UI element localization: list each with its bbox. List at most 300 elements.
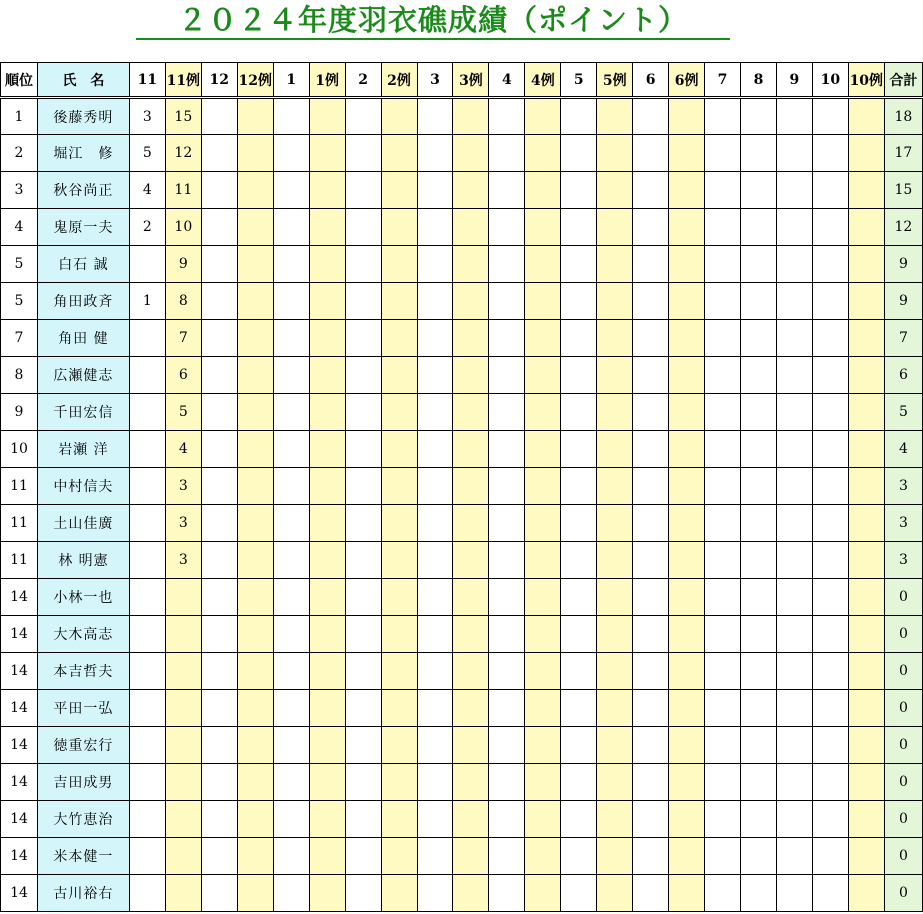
score-cell	[525, 542, 561, 579]
score-cell	[561, 875, 597, 912]
score-cell	[669, 431, 705, 468]
header-col-1: 1	[273, 63, 309, 98]
score-cell	[633, 246, 669, 283]
score-cell	[453, 246, 489, 283]
score-cell	[848, 764, 884, 801]
score-cell	[237, 394, 273, 431]
score-cell	[705, 801, 741, 838]
name-cell: 徳重宏行	[37, 727, 129, 764]
score-cell	[741, 838, 777, 875]
score-cell	[848, 616, 884, 653]
score-cell	[381, 209, 417, 246]
score-cell	[453, 172, 489, 209]
score-11-cell	[129, 616, 165, 653]
score-11-cell	[129, 653, 165, 690]
score-cell	[273, 801, 309, 838]
score-cell	[273, 764, 309, 801]
table-row	[1, 653, 923, 690]
score-11-example-cell: 4	[165, 431, 201, 468]
table-row	[1, 394, 923, 431]
score-cell	[776, 246, 812, 283]
score-cell	[705, 875, 741, 912]
total-cell: 18	[884, 98, 922, 135]
rank-cell: 14	[1, 653, 38, 690]
score-cell	[705, 468, 741, 505]
score-cell	[237, 357, 273, 394]
score-cell	[273, 838, 309, 875]
score-cell	[525, 690, 561, 727]
score-cell	[812, 98, 848, 135]
score-cell	[489, 246, 525, 283]
score-cell	[597, 357, 633, 394]
score-cell	[345, 838, 381, 875]
header-col-8: 8	[741, 63, 777, 98]
header-col-11-example: 11例	[165, 63, 201, 98]
rank-cell: 7	[1, 320, 38, 357]
score-cell	[633, 838, 669, 875]
score-cell	[525, 764, 561, 801]
score-cell	[273, 727, 309, 764]
score-cell	[812, 246, 848, 283]
score-cell	[597, 283, 633, 320]
score-cell	[633, 320, 669, 357]
score-cell	[345, 246, 381, 283]
score-cell	[776, 542, 812, 579]
score-cell	[345, 135, 381, 172]
score-11-cell	[129, 246, 165, 283]
score-cell	[776, 98, 812, 135]
score-cell	[453, 320, 489, 357]
score-cell	[237, 209, 273, 246]
score-cell	[381, 727, 417, 764]
score-cell	[273, 283, 309, 320]
score-cell	[309, 98, 345, 135]
score-cell	[309, 727, 345, 764]
score-cell	[381, 135, 417, 172]
score-cell	[597, 653, 633, 690]
score-cell	[453, 727, 489, 764]
score-11-cell	[129, 357, 165, 394]
score-cell	[381, 172, 417, 209]
score-cell	[417, 542, 453, 579]
score-cell	[201, 394, 237, 431]
score-cell	[561, 690, 597, 727]
score-cell	[669, 542, 705, 579]
header-col-10: 10	[812, 63, 848, 98]
score-cell	[345, 616, 381, 653]
score-cell	[417, 320, 453, 357]
standings-table	[0, 62, 923, 912]
score-cell	[705, 394, 741, 431]
score-cell	[812, 431, 848, 468]
score-cell	[345, 394, 381, 431]
score-cell	[309, 468, 345, 505]
score-cell	[669, 98, 705, 135]
score-cell	[309, 616, 345, 653]
score-cell	[201, 579, 237, 616]
score-11-example-cell	[165, 875, 201, 912]
score-cell	[237, 764, 273, 801]
score-cell	[812, 542, 848, 579]
rank-cell: 14	[1, 875, 38, 912]
score-cell	[417, 357, 453, 394]
score-cell	[705, 838, 741, 875]
score-cell	[417, 505, 453, 542]
name-cell: 古川裕右	[37, 875, 129, 912]
score-cell	[633, 727, 669, 764]
score-cell	[345, 875, 381, 912]
score-11-cell	[129, 690, 165, 727]
score-cell	[669, 209, 705, 246]
total-cell: 12	[884, 209, 922, 246]
score-cell	[273, 579, 309, 616]
score-cell	[381, 542, 417, 579]
score-cell	[381, 653, 417, 690]
score-cell	[741, 172, 777, 209]
score-cell	[812, 172, 848, 209]
score-cell	[776, 875, 812, 912]
score-cell	[812, 357, 848, 394]
score-cell	[597, 505, 633, 542]
score-cell	[489, 653, 525, 690]
score-cell	[741, 135, 777, 172]
score-cell	[561, 209, 597, 246]
score-cell	[669, 690, 705, 727]
score-cell	[669, 468, 705, 505]
score-cell	[669, 246, 705, 283]
score-cell	[741, 616, 777, 653]
score-cell	[273, 468, 309, 505]
header-total: 合計	[884, 63, 922, 98]
score-cell	[309, 505, 345, 542]
score-cell	[525, 653, 561, 690]
score-cell	[309, 875, 345, 912]
score-cell	[237, 320, 273, 357]
score-cell	[848, 727, 884, 764]
score-cell	[669, 579, 705, 616]
score-cell	[453, 801, 489, 838]
score-cell	[848, 801, 884, 838]
score-cell	[561, 838, 597, 875]
score-cell	[201, 690, 237, 727]
score-cell	[705, 616, 741, 653]
score-cell	[597, 690, 633, 727]
score-cell	[776, 801, 812, 838]
score-cell	[453, 875, 489, 912]
score-cell	[273, 505, 309, 542]
header-col-7: 7	[705, 63, 741, 98]
score-cell	[525, 801, 561, 838]
score-cell	[453, 690, 489, 727]
total-cell: 3	[884, 505, 922, 542]
score-cell	[597, 468, 633, 505]
score-11-cell: 5	[129, 135, 165, 172]
score-cell	[417, 616, 453, 653]
score-cell	[309, 431, 345, 468]
score-cell	[525, 505, 561, 542]
score-cell	[489, 357, 525, 394]
score-cell	[489, 875, 525, 912]
rank-cell: 10	[1, 431, 38, 468]
score-cell	[453, 653, 489, 690]
score-cell	[848, 542, 884, 579]
score-cell	[776, 653, 812, 690]
score-11-cell	[129, 431, 165, 468]
score-cell	[453, 505, 489, 542]
score-cell	[776, 135, 812, 172]
score-cell	[237, 838, 273, 875]
score-cell	[597, 875, 633, 912]
score-cell	[453, 209, 489, 246]
score-cell	[525, 320, 561, 357]
score-cell	[741, 505, 777, 542]
score-cell	[489, 394, 525, 431]
rank-cell: 8	[1, 357, 38, 394]
score-cell	[812, 209, 848, 246]
score-cell	[812, 653, 848, 690]
score-cell	[561, 246, 597, 283]
score-cell	[848, 98, 884, 135]
name-cell: 大木高志	[37, 616, 129, 653]
total-cell: 3	[884, 468, 922, 505]
score-cell	[597, 764, 633, 801]
score-cell	[705, 505, 741, 542]
score-cell	[489, 801, 525, 838]
score-11-cell	[129, 838, 165, 875]
score-cell	[705, 98, 741, 135]
score-cell	[453, 579, 489, 616]
score-cell	[848, 320, 884, 357]
table-row	[1, 98, 923, 135]
score-11-example-cell	[165, 838, 201, 875]
score-cell	[812, 505, 848, 542]
score-cell	[633, 394, 669, 431]
score-cell	[705, 690, 741, 727]
score-cell	[848, 653, 884, 690]
header-col-3-example: 3例	[453, 63, 489, 98]
score-cell	[812, 764, 848, 801]
name-cell: 米本健一	[37, 838, 129, 875]
score-cell	[776, 209, 812, 246]
score-cell	[525, 875, 561, 912]
score-cell	[705, 727, 741, 764]
table-row	[1, 320, 923, 357]
score-cell	[633, 98, 669, 135]
name-cell: 岩瀬 洋	[37, 431, 129, 468]
score-11-example-cell: 5	[165, 394, 201, 431]
score-cell	[669, 727, 705, 764]
score-cell	[741, 431, 777, 468]
score-cell	[741, 875, 777, 912]
table-row	[1, 246, 923, 283]
score-cell	[489, 320, 525, 357]
score-cell	[597, 135, 633, 172]
score-cell	[633, 431, 669, 468]
score-cell	[561, 727, 597, 764]
score-cell	[309, 690, 345, 727]
score-cell	[453, 394, 489, 431]
score-cell	[561, 468, 597, 505]
score-cell	[633, 875, 669, 912]
score-cell	[561, 172, 597, 209]
score-cell	[237, 801, 273, 838]
table-row	[1, 542, 923, 579]
name-cell: 小林一也	[37, 579, 129, 616]
score-cell	[597, 801, 633, 838]
score-cell	[741, 579, 777, 616]
score-cell	[417, 468, 453, 505]
score-cell	[417, 764, 453, 801]
total-cell: 4	[884, 431, 922, 468]
score-11-example-cell	[165, 727, 201, 764]
header-col-1-example: 1例	[309, 63, 345, 98]
total-cell: 0	[884, 690, 922, 727]
score-cell	[705, 357, 741, 394]
score-cell	[633, 505, 669, 542]
score-cell	[776, 727, 812, 764]
rank-cell: 14	[1, 616, 38, 653]
rank-cell: 5	[1, 283, 38, 320]
header-row	[1, 63, 923, 98]
score-cell	[848, 394, 884, 431]
total-cell: 17	[884, 135, 922, 172]
score-cell	[597, 616, 633, 653]
rank-cell: 4	[1, 209, 38, 246]
rank-cell: 11	[1, 468, 38, 505]
score-cell	[453, 283, 489, 320]
score-cell	[525, 246, 561, 283]
score-cell	[776, 320, 812, 357]
score-cell	[453, 135, 489, 172]
score-11-cell	[129, 468, 165, 505]
score-cell	[453, 468, 489, 505]
score-cell	[741, 468, 777, 505]
score-cell	[633, 209, 669, 246]
score-cell	[776, 690, 812, 727]
score-cell	[381, 431, 417, 468]
score-cell	[848, 209, 884, 246]
total-cell: 3	[884, 542, 922, 579]
score-cell	[273, 875, 309, 912]
score-cell	[525, 135, 561, 172]
score-cell	[417, 727, 453, 764]
score-cell	[669, 838, 705, 875]
score-cell	[237, 727, 273, 764]
score-cell	[273, 172, 309, 209]
rank-cell: 14	[1, 579, 38, 616]
score-cell	[237, 283, 273, 320]
score-cell	[669, 616, 705, 653]
score-cell	[417, 653, 453, 690]
score-cell	[776, 357, 812, 394]
score-cell	[201, 172, 237, 209]
score-cell	[669, 875, 705, 912]
score-cell	[453, 838, 489, 875]
score-cell	[237, 431, 273, 468]
score-cell	[201, 542, 237, 579]
header-col-5-example: 5例	[597, 63, 633, 98]
score-11-example-cell: 3	[165, 468, 201, 505]
table-row	[1, 875, 923, 912]
score-cell	[741, 542, 777, 579]
score-cell	[381, 468, 417, 505]
score-cell	[453, 357, 489, 394]
score-cell	[417, 98, 453, 135]
score-11-example-cell	[165, 690, 201, 727]
header-col-9: 9	[776, 63, 812, 98]
score-cell	[345, 209, 381, 246]
score-cell	[309, 653, 345, 690]
score-cell	[381, 875, 417, 912]
score-cell	[417, 875, 453, 912]
score-11-example-cell: 6	[165, 357, 201, 394]
score-cell	[309, 579, 345, 616]
header-col-10-example: 10例	[848, 63, 884, 98]
score-cell	[381, 616, 417, 653]
header-col-4: 4	[489, 63, 525, 98]
score-11-example-cell: 15	[165, 98, 201, 135]
score-cell	[776, 468, 812, 505]
score-11-cell	[129, 505, 165, 542]
score-cell	[309, 394, 345, 431]
name-cell: 鬼原一夫	[37, 209, 129, 246]
header-col-12-example: 12例	[237, 63, 273, 98]
name-cell: 角田 健	[37, 320, 129, 357]
score-cell	[201, 209, 237, 246]
score-11-example-cell: 3	[165, 505, 201, 542]
name-cell: 白石 誠	[37, 246, 129, 283]
rank-cell: 2	[1, 135, 38, 172]
score-cell	[417, 283, 453, 320]
score-cell	[453, 616, 489, 653]
score-cell	[525, 283, 561, 320]
score-cell	[705, 431, 741, 468]
rank-cell: 11	[1, 505, 38, 542]
score-11-cell	[129, 875, 165, 912]
score-cell	[848, 357, 884, 394]
score-cell	[705, 653, 741, 690]
score-cell	[417, 172, 453, 209]
score-cell	[273, 394, 309, 431]
score-cell	[489, 283, 525, 320]
score-cell	[453, 431, 489, 468]
score-cell	[381, 838, 417, 875]
score-cell	[741, 246, 777, 283]
score-cell	[561, 764, 597, 801]
score-cell	[633, 172, 669, 209]
score-cell	[309, 172, 345, 209]
score-cell	[741, 357, 777, 394]
score-11-cell: 2	[129, 209, 165, 246]
name-cell: 広瀬健志	[37, 357, 129, 394]
score-cell	[381, 690, 417, 727]
score-cell	[561, 801, 597, 838]
score-cell	[525, 579, 561, 616]
name-cell: 大竹恵治	[37, 801, 129, 838]
score-cell	[812, 690, 848, 727]
score-cell	[597, 172, 633, 209]
score-cell	[597, 579, 633, 616]
score-cell	[345, 505, 381, 542]
score-cell	[381, 320, 417, 357]
score-cell	[345, 653, 381, 690]
score-cell	[489, 209, 525, 246]
score-cell	[741, 394, 777, 431]
total-cell: 0	[884, 875, 922, 912]
score-cell	[525, 468, 561, 505]
table-row	[1, 135, 923, 172]
score-cell	[633, 357, 669, 394]
